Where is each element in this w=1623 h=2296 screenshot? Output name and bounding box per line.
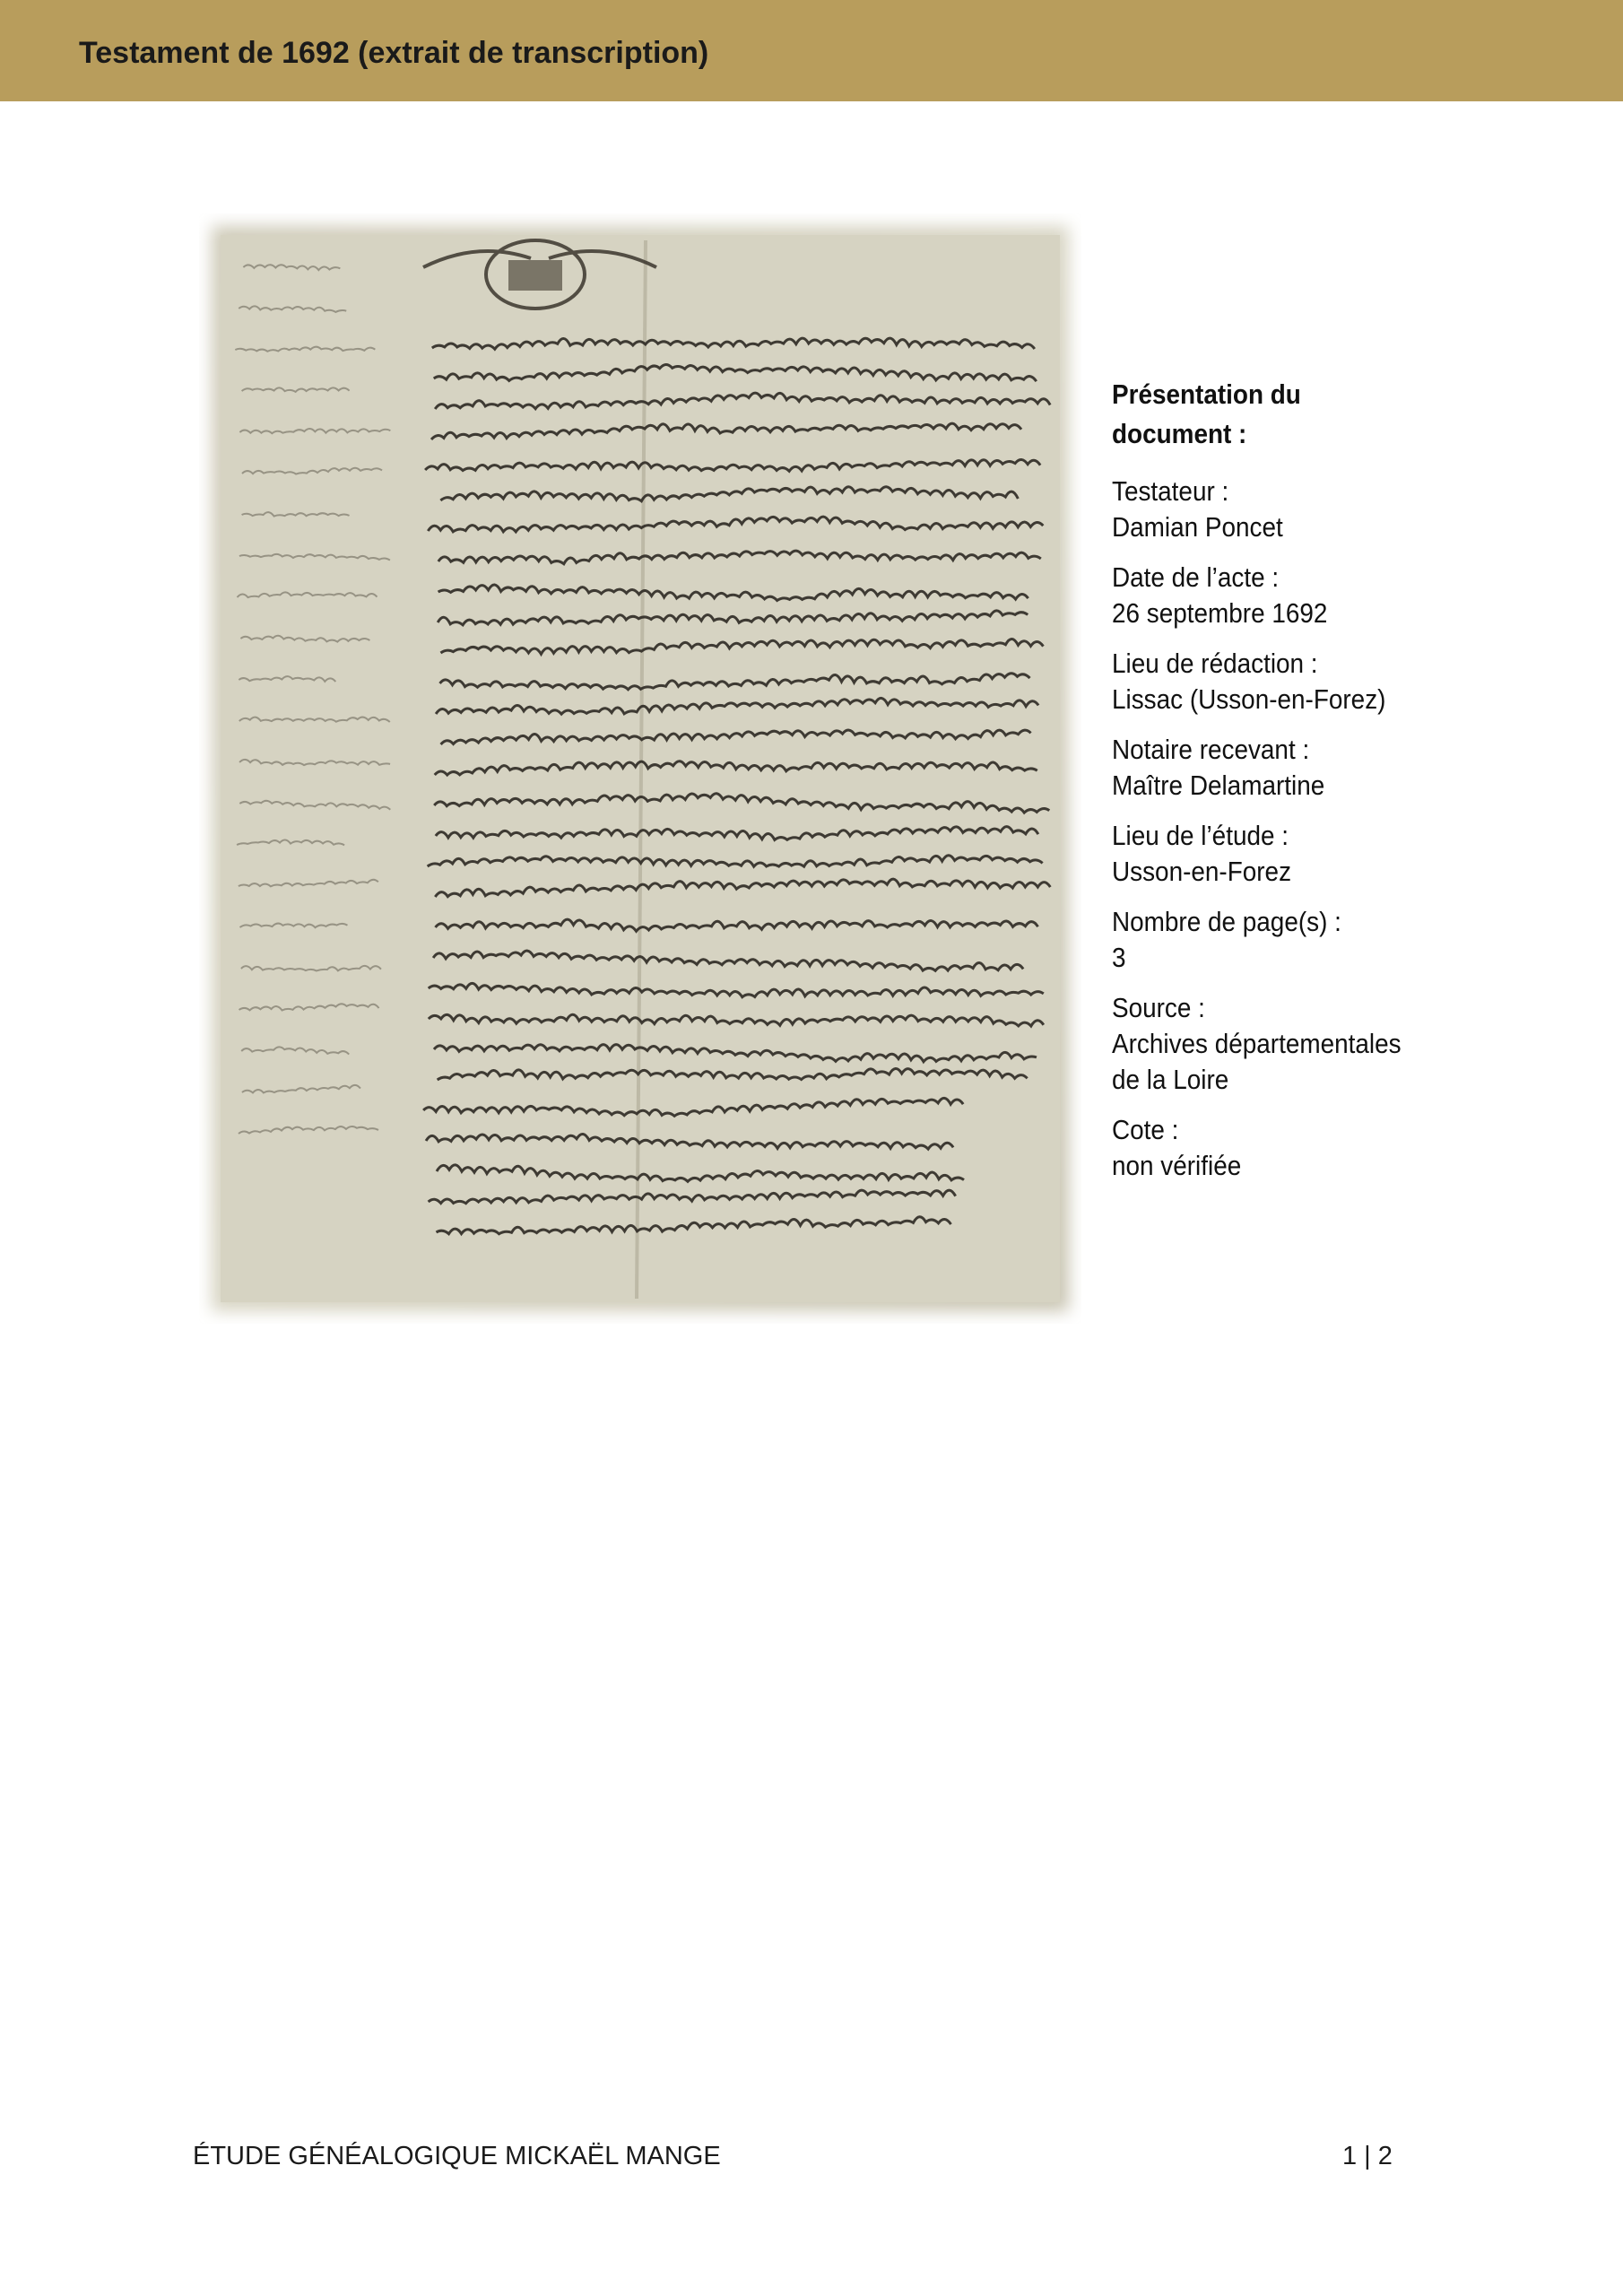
field-value: Damian Poncet xyxy=(1112,511,1283,543)
field-date xyxy=(1112,560,1467,631)
manuscript-image xyxy=(199,213,1081,1324)
field-value: 3 xyxy=(1112,942,1126,973)
info-heading-line1: Présentation du xyxy=(1112,378,1301,410)
field-value: Usson-en-Forez xyxy=(1112,856,1292,887)
page-number: 1 | 2 xyxy=(1342,2142,1393,2170)
field-value: Lissac (Usson-en-Forez) xyxy=(1112,683,1386,715)
field-label: Notaire recevant : xyxy=(1112,734,1310,765)
field-label: Nombre de page(s) : xyxy=(1112,906,1341,937)
field-nombre-pages xyxy=(1112,904,1467,976)
field-value-continued: de la Loire xyxy=(1112,1064,1229,1095)
document-info-panel xyxy=(1112,375,1471,1198)
field-value: non vérifiée xyxy=(1112,1150,1242,1181)
field-cote xyxy=(1112,1112,1467,1184)
field-label: Date de l’acte : xyxy=(1112,561,1280,593)
field-source xyxy=(1112,990,1467,1098)
field-value: Maître Delamartine xyxy=(1112,770,1325,801)
header-band xyxy=(0,0,1623,101)
info-heading-line2: document : xyxy=(1112,418,1247,449)
footer-company: ÉTUDE GÉNÉALOGIQUE MICKAËL MANGE xyxy=(193,2142,721,2170)
field-lieu-etude xyxy=(1112,818,1467,890)
field-value: 26 septembre 1692 xyxy=(1112,597,1328,629)
field-label: Cote : xyxy=(1112,1114,1179,1145)
page-title: Testament de 1692 (extrait de transcription) xyxy=(79,36,709,70)
field-label: Lieu de rédaction : xyxy=(1112,648,1318,679)
field-label: Testateur : xyxy=(1112,475,1229,507)
field-testateur xyxy=(1112,474,1467,545)
field-notaire xyxy=(1112,732,1467,804)
info-heading xyxy=(1112,375,1467,454)
field-label: Lieu de l’étude : xyxy=(1112,820,1289,851)
field-lieu-redaction xyxy=(1112,646,1467,718)
field-value: Archives départementales xyxy=(1112,1028,1402,1059)
manuscript-scan-icon xyxy=(199,213,1081,1324)
field-label: Source : xyxy=(1112,992,1205,1023)
